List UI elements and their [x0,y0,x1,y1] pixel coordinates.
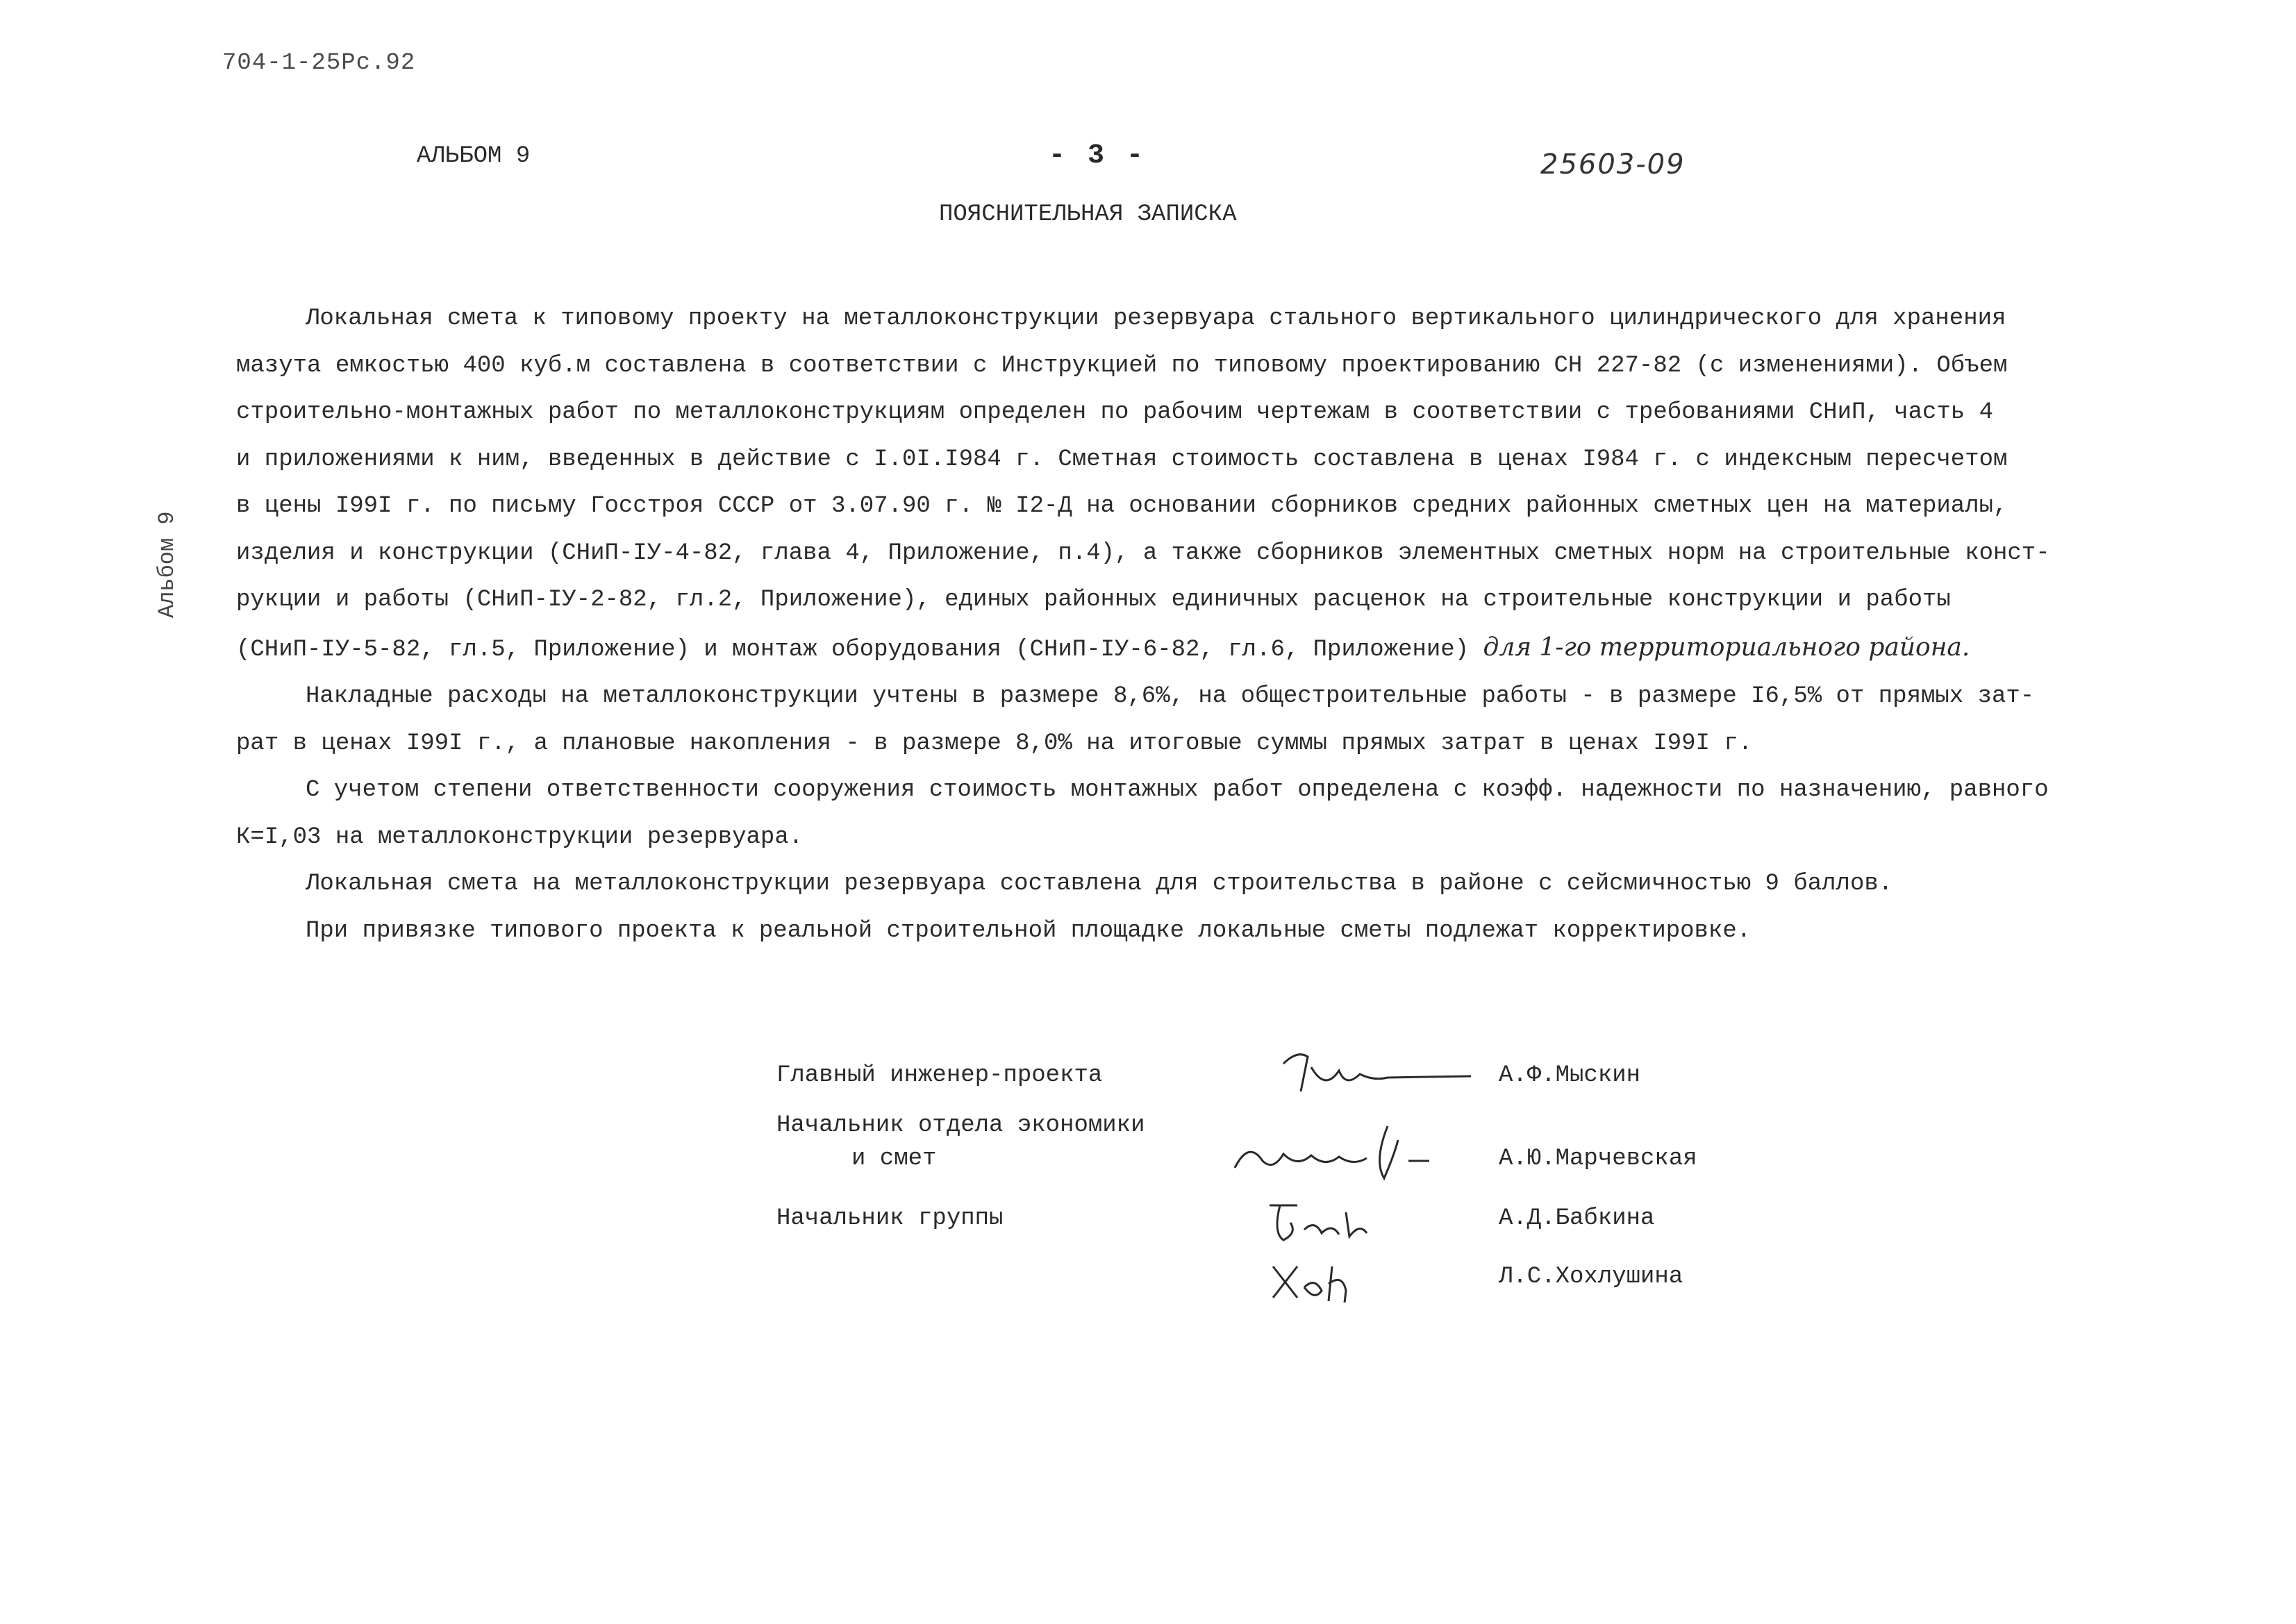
paragraph-line: строительно-монтажных работ по металлоконструкциям определен по рабочим чертежам в соответствии с требованиями СНиП, часть 4 [236,399,1994,426]
paragraph-line: Локальная смета на металлоконструкции резервуара составлена для строительства в районе с сейсмичностью 9 баллов. [306,871,1893,897]
paragraph-line: мазута емкостью 400 куб.м составлена в соответствии с Инструкцией по типовому проектированию СН 227-82 (с изменениями). Объем [236,352,2008,379]
signer-name: А.Д.Бабкина [1499,1205,1655,1232]
page-title: ПОЯСНИТЕЛЬНАЯ ЗАПИСКА [939,201,1237,228]
document-code: 704-1-25Рс.92 [222,50,416,76]
paragraph-line: и приложениями к ним, введенных в действие с I.0I.I984 г. Сметная стоимость составлена в ценах I984 г. с индексным пересчетом [236,446,2008,473]
signer-role: Начальник группы [776,1205,1004,1232]
paragraph-line: в цены I99I г. по письму Госстроя СССР от 3.07.90 г. № I2-Д на основании сборников средних районных сметных цен на материалы, [236,493,2008,519]
paragraph-line: Локальная смета к типовому проекту на металлоконструкции резервуара стального вертикального цилиндрического для хранения [306,305,2006,332]
paragraph-line: рат в ценах I99I г., а плановые накопления - в размере 8,0% на итоговые суммы прямых затрат в ценах I99I г. [236,730,1753,757]
paragraph-text: (СНиП-IУ-5-82, гл.5, Приложение) и монтаж оборудования (СНиП-IУ-6-82, гл.6, Приложение) [236,636,1470,663]
document-number: 25603-09 [1540,149,1686,181]
paragraph-line: рукции и работы (СНиП-IУ-2-82, гл.2, Приложение), единых районных единичных расценок на строительные конструкции и работы [236,587,1951,613]
signer-name: А.Ю.Марчевская [1499,1146,1697,1172]
side-album-label: Альбом 9 [154,511,180,618]
handwritten-signature [1256,1191,1395,1247]
paragraph-line: изделия и конструкции (СНиП-IУ-4-82, глава 4, Приложение, п.4), а также сборников элементных сметных норм на строительные конст- [236,539,2050,567]
album-label: АЛЬБОМ 9 [417,143,531,169]
paragraph-line: При привязке типового проекта к реальной строительной площадке локальные сметы подлежат корректировке. [306,917,1752,944]
handwritten-signature [1263,1253,1401,1308]
signer-role-continued: и смет [851,1146,937,1172]
paragraph-line [236,624,2111,674]
signer-role: Начальник отдела экономики [776,1112,1145,1139]
handwritten-signature [1270,1043,1478,1098]
signer-name: Л.С.Хохлушина [1499,1264,1683,1290]
signer-name: А.Ф.Мыскин [1499,1062,1641,1089]
paragraph-line: С учетом степени ответственности сооружения стоимость монтажных работ определена с коэфф. надежности по назначению, равного [306,777,2049,803]
paragraph-line: Накладные расходы на металлоконструкции учтены в размере 8,6%, на общестроительные работы - в размере I6,5% от прямых зат- [306,683,2035,710]
paragraph-line: К=I,03 на металлоконструкции резервуара. [236,823,804,851]
page-number: - 3 - [1049,140,1147,171]
handwritten-signature [1221,1112,1443,1189]
handwritten-note: для 1-го территориального района. [1483,633,1970,662]
explanatory-note-body [236,296,2111,955]
signer-role: Главный инженер-проекта [776,1062,1103,1089]
